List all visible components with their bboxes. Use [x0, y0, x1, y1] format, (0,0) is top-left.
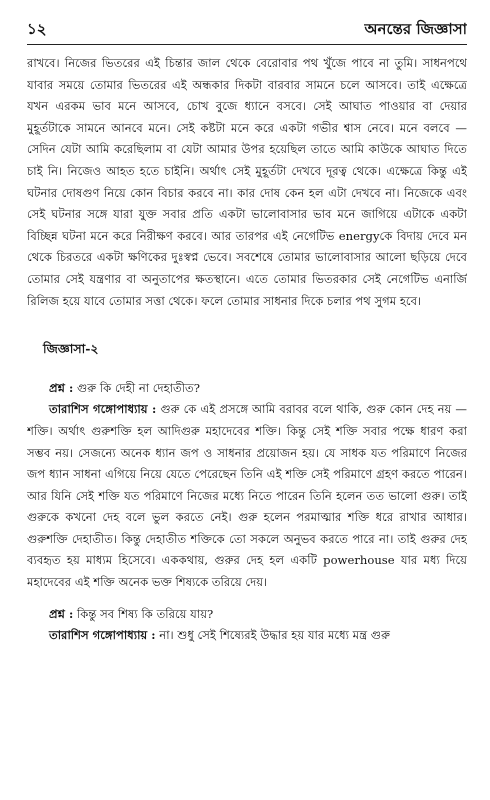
- answer-paragraph: [27, 399, 467, 593]
- question-paragraph: [27, 378, 467, 400]
- body-paragraph: রাখবে। নিজের ভিতরের এই চিন্তার জাল থেকে বেরোবার পথ খুঁজে পাবে না তুমি। সাধনপথে যাবার সময়ে তোমার ভিতরের এই অন্ধকার দিকটা বারবার সামনে চলে আসবে। তাই এক্ষেত্রে যখন এরকম ভাব মনে আসবে, চোখ বুজে ধ্যানে বসবে। সেই আঘাত পাওয়ার বা দেয়ার মুহূর্তটাকে সামনে আনবে মনে। সেই কষ্টটা মনে করে একটা গভীর শ্বাস নেবে। মনে বলবে — সেদিন যেটা আমি করেছিলাম বা যেটা আমার উপর হয়েছিল তাতে আমি কাউকে আঘাত দিতে চাই নি। নিজেও আহত হতে চাইনি। অর্থাৎ সেই মুহূর্তটা দেখবে দূরত্ব থেকে। এক্ষেত্রে কিন্তু এই ঘটনার দোষগুণ নিয়ে কোন বিচার করবে না। কার দোষ কেন হল এটা দেখবে না। নিজেকে এবং সেই ঘটনার সঙ্গে যারা যুক্ত সবার প্রতি একটা ভালোবাসার ভাব মনে জাগিয়ে এটাকে একটা বিচ্ছিন্ন ঘটনা মনে করে নিরীক্ষণ করবে। আর তারপর এই নেগেটিভ energyকে বিদায় দেবে মন থেকে চিরতরে একটা ক্ষণিকের দুঃস্বপ্ন ভেবে। সবশেষে তোমার ভালোবাসার আলো ছড়িয়ে দেবে তোমার সেই যন্ত্রণার বা অনুতাপের ক্ষতস্থানে। এতে তোমার ভিতরকার সেই নেগেটিভ এনার্জি রিলিজ হয়ে যাবে তোমার সত্তা থেকে। ফলে তোমার সাধনার দিকে চলার পথ সুগম হবে।: [27, 56, 467, 308]
- speaker-label: প্রশ্ন :: [49, 380, 74, 395]
- page-header: [27, 16, 467, 45]
- question-text: কিন্তু সব শিষ্য কি তরিয়ে যায়?: [73, 606, 214, 621]
- answer-text: না। শুধু সেই শিষ্যেরই উদ্ধার হয় যার মধ্যে মন্ত্র গুরু: [155, 628, 390, 643]
- speaker-label: তারাশিস গঙ্গোপাধ্যায় :: [49, 628, 156, 643]
- question-paragraph: [27, 604, 467, 626]
- speaker-label: প্রশ্ন :: [49, 606, 74, 621]
- page-number: ১২: [27, 20, 47, 38]
- book-page: [27, 16, 467, 796]
- speaker-label: তারাশিস গঙ্গোপাধ্যায় :: [49, 402, 157, 417]
- question-text: গুরু কি দেহী না দেহাতীত?: [73, 380, 200, 395]
- answer-text: গুরু কে এই প্রসঙ্গে আমি বরাবর বলে থাকি, গুরু কোন দেহ নয় — শক্তি। অর্থাৎ গুরুশক্তি হল আদিগুরু মহাদেবের শক্তি। কিন্তু সেই শক্তি সবার পক্ষে ধারণ করা সম্ভব নয়। সেজন্যে অনেক ধ্যান জপ ও সাধনার প্রয়োজন হয়। যে সাধক যত পরিমাণে নিজের জপ ধ্যান সাধনা এগিয়ে নিয়ে যেতে পেরেছেন তিনি এই শক্তি সেই পরিমাণে গ্রহণ করতে পারেন। আর যিনি সেই শক্তি যত পরিমাণে নিজের মধ্যে নিতে পারেন তিনি হলেন তত ভালো গুরু। তাই গুরুকে কখনো দেহ বলে ভুল করতে নেই। গুরু হলেন পরমাত্মার শক্তি ধরে রাখার আধার। গুরুশক্তি দেহাতীত। কিন্তু দেহাতীত শক্তিকে তো সকলে অনুভব করতে পারে না। তাই গুরুর দেহ ব্যবহৃত হয় মাধ্যম হিসেবে। এককথায়, গুরুর দেহ হল একটি powerhouse যার মধ্য দিয়ে মহাদেবের এই শক্তি অনেক ভক্ত শিষ্যকে তরিয়ে দেয়।: [27, 402, 467, 590]
- running-title: অনন্তের জিজ্ঞাসা: [364, 20, 467, 38]
- page-body: [27, 53, 467, 647]
- answer-paragraph: [27, 625, 467, 647]
- spacer: [27, 594, 467, 604]
- section-heading: জিজ্ঞাসা-২: [43, 341, 99, 357]
